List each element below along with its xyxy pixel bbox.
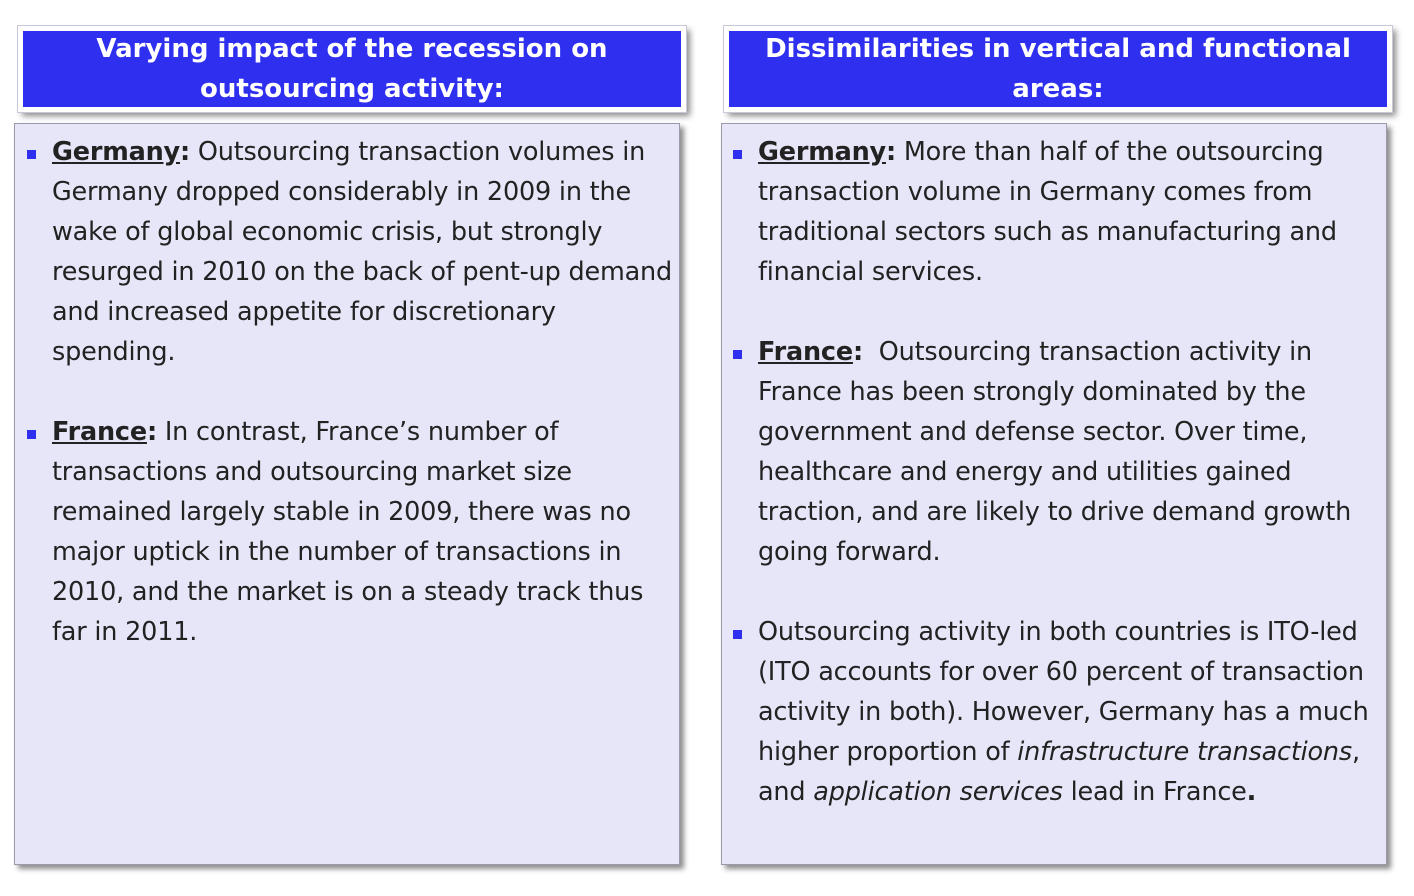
country-label: Germany xyxy=(758,137,886,167)
bullet-item-germany-recession xyxy=(22,132,676,372)
square-bullet-icon xyxy=(27,150,36,159)
country-label: France xyxy=(758,337,853,367)
bullet-text: lead in France xyxy=(1062,777,1247,807)
label-colon: : xyxy=(146,417,157,447)
country-label: Germany xyxy=(52,137,180,167)
square-bullet-icon xyxy=(733,150,742,159)
bullet-text: , and xyxy=(758,737,1360,807)
italic-term-infrastructure: infrastructure transactions xyxy=(1017,737,1352,767)
final-period: . xyxy=(1246,777,1257,807)
right-bullet-list xyxy=(728,132,1378,812)
bullet-item-france-sectors xyxy=(728,332,1378,572)
bullet-text: In contrast, France’s number of transactions and outsourcing market size remained largely stable in 2009, there was no major uptick in the number of transactions in 2010, and the market is on a steady track thus far in 2011. xyxy=(52,417,644,647)
bullet-text: Outsourcing transaction volumes in Germany dropped considerably in 2009 in the wake of global economic crisis, but strongly resurged in 2010 on the back of pent-up demand and increased appetite for discretionary spending. xyxy=(52,137,673,367)
italic-term-application: application services xyxy=(813,777,1063,807)
label-colon: : xyxy=(179,137,190,167)
left-header-line-1: Varying impact of the recession on xyxy=(96,34,608,64)
square-bullet-icon xyxy=(733,350,742,359)
bullet-text: Outsourcing activity in both countries is ITO-led (ITO accounts for over 60 percent of transaction activity in both). However, Germany has a much higher proportion of xyxy=(758,617,1369,767)
bullet-text: Outsourcing transaction activity in France has been strongly dominated by the government and defense sector. Over time, healthcare and energy and utilities gained traction, and are likely to drive demand growth going forward. xyxy=(758,337,1359,567)
left-section-header xyxy=(18,26,686,112)
label-colon: : xyxy=(852,337,863,367)
label-colon: : xyxy=(885,137,896,167)
bullet-item-ito-comparison xyxy=(728,612,1378,812)
square-bullet-icon xyxy=(27,430,36,439)
country-label: France xyxy=(52,417,147,447)
right-section-header xyxy=(724,26,1392,112)
right-header-title: Dissimilarities in vertical and functional areas: xyxy=(765,34,1351,104)
bullet-text: More than half of the outsourcing transaction volume in Germany comes from traditional sectors such as manufacturing and financial services. xyxy=(758,137,1337,287)
left-header-line-2: outsourcing activity: xyxy=(200,74,504,104)
square-bullet-icon xyxy=(733,630,742,639)
bullet-item-france-recession xyxy=(22,412,676,652)
left-bullet-list xyxy=(22,132,676,652)
bullet-item-germany-sectors xyxy=(728,132,1378,292)
